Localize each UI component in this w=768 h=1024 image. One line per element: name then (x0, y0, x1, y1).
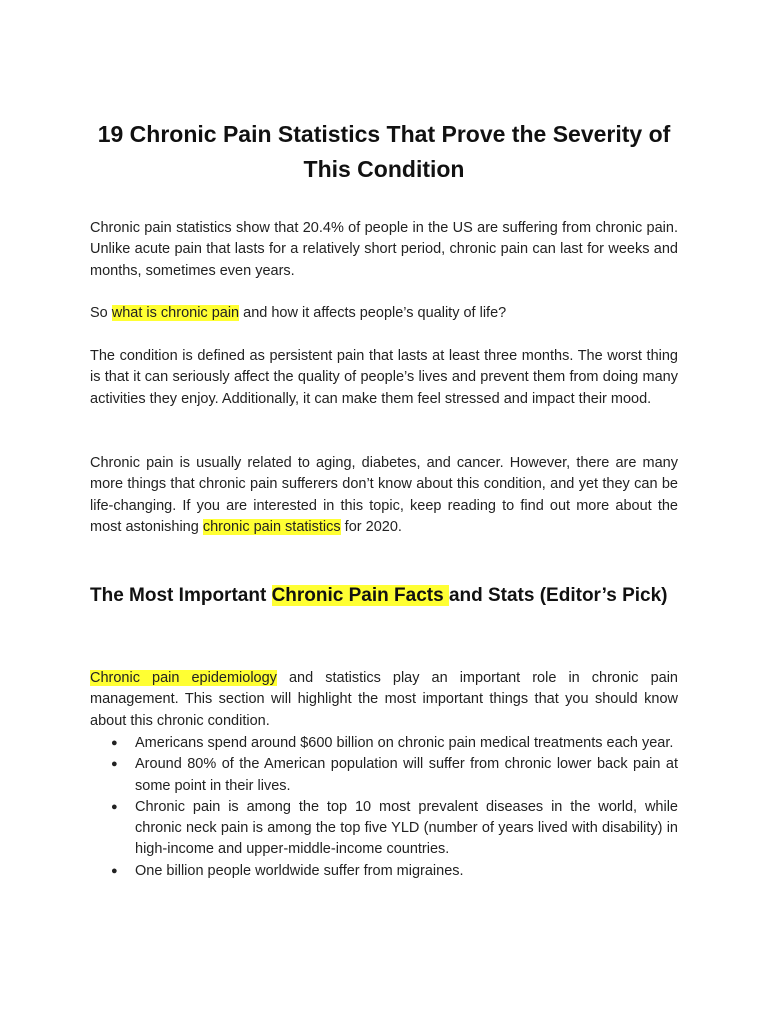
list-item (90, 754, 678, 797)
section-paragraph-text: and statistics play an important role in chronic pain management. This section will highlight the most important things that you should know about this chronic condition. (90, 670, 678, 729)
intro-paragraph-2 (90, 303, 678, 324)
bullet-icon: ● (111, 758, 118, 771)
intro-paragraph-4 (90, 453, 678, 538)
intro-paragraph-2-text-end: and how it affects people’s quality of life? (239, 305, 507, 321)
bullet-icon: ● (111, 800, 118, 813)
intro-paragraph-3: The condition is defined as persistent pain that lasts at least three months. The worst thing is that it can seriously affect the quality of people’s lives and prevent them from doing many activities they enjoy. Additionally, it can make them feel stressed and impact their mood. (90, 348, 678, 407)
section-heading-end: and Stats (Editor’s Pick) (448, 585, 668, 606)
bullet-icon: ● (111, 864, 118, 877)
page-title: 19 Chronic Pain Statistics That Prove the Severity of This Condition (97, 121, 671, 182)
section-heading (90, 581, 678, 610)
intro-paragraph-1: Chronic pain statistics show that 20.4% of people in the US are suffering from chronic pain. Unlike acute pain that lasts for a relatively short period, chronic pain can last for weeks and months, sometimes even years. (90, 220, 678, 279)
intro-paragraph-2-text-start: So (90, 305, 112, 321)
intro-paragraph-4-text-start: Chronic pain is usually related to aging, diabetes, and cancer. However, there are many more things that chronic pain sufferers don’t know about this condition, and yet they can be life-changing. If you are interested in this topic, keep reading to find out more about the most astonishing (90, 455, 678, 535)
list-item-text: One billion people worldwide suffer from migraines. (135, 862, 464, 879)
list-item-text: Chronic pain is among the top 10 most prevalent diseases in the world, while chronic neck pain is among the top five YLD (number of years lived with disability) in high-income and upper-middle-income countries. (135, 798, 678, 858)
facts-list (90, 733, 678, 882)
highlight-what-is-chronic-pain: what is chronic pain (111, 305, 240, 321)
bullet-icon: ● (111, 737, 118, 749)
highlight-chronic-pain-epidemiology: Chronic pain epidemiology (90, 670, 277, 686)
section-heading-start: The Most Important (90, 585, 272, 606)
list-item (90, 797, 678, 861)
list-item (90, 861, 678, 882)
section-paragraph (90, 668, 678, 732)
list-item (90, 733, 678, 754)
list-item-text: Americans spend around $600 billion on chronic pain medical treatments each year. (135, 735, 674, 751)
list-item-text: Around 80% of the American population will suffer from chronic lower back pain at some point in their lives. (135, 756, 678, 794)
highlight-chronic-pain-statistics: chronic pain statistics (202, 518, 341, 535)
intro-paragraph-4-text-end: for 2020. (340, 518, 402, 535)
highlight-chronic-pain-facts: Chronic Pain Facts (271, 585, 449, 606)
